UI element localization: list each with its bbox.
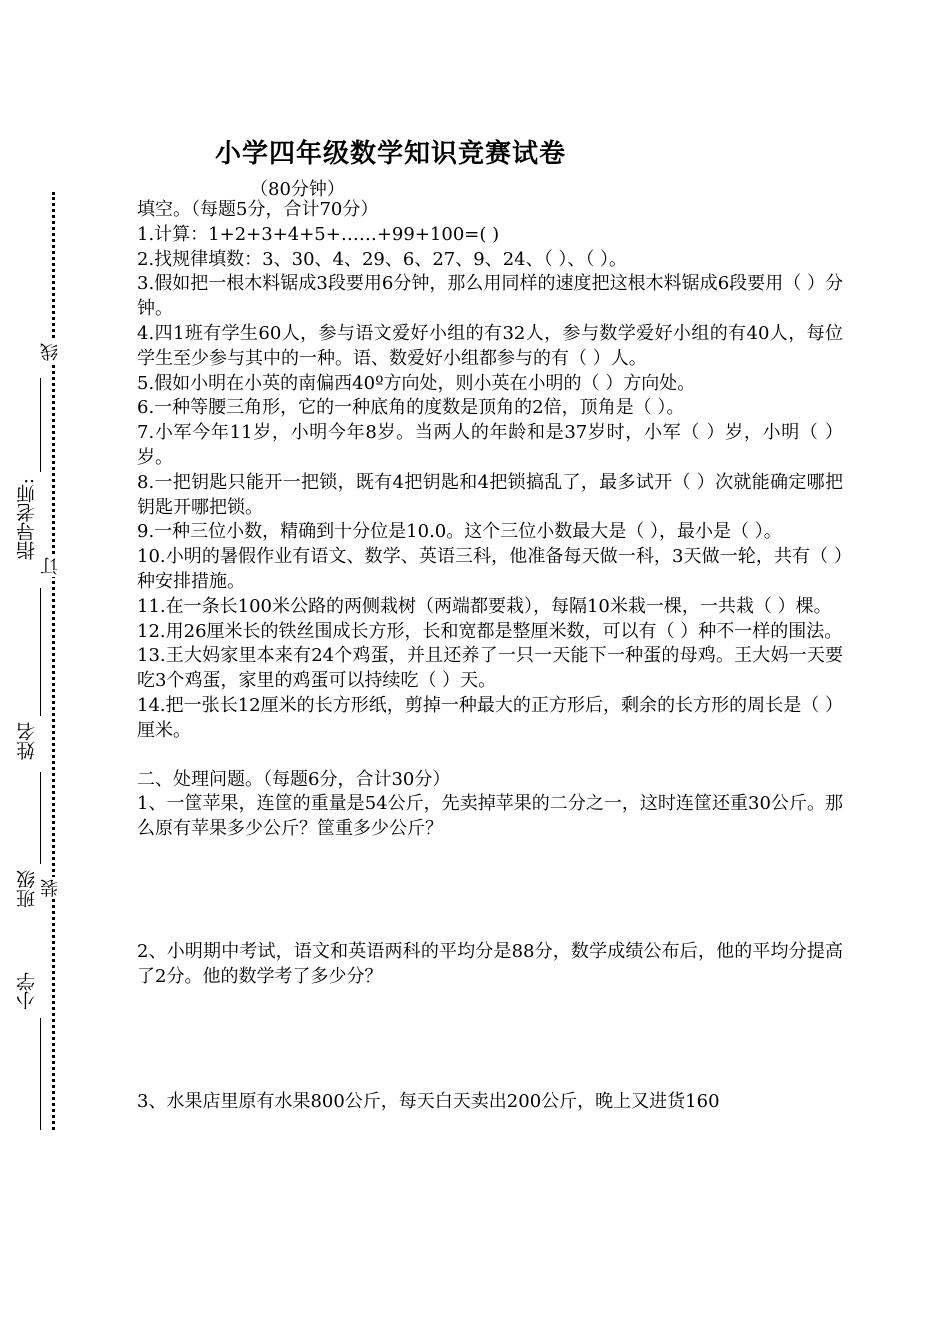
- binding-label-teacher: 指导老师:: [16, 478, 38, 561]
- teacher-blank-line: [40, 378, 41, 472]
- section1-heading: 填空。（每题5分，合计70分）: [137, 199, 379, 220]
- section2-heading: 二、处理问题。（每题6分，合计30分）: [137, 768, 451, 790]
- question-6: 6.一种等腰三角形，它的一种底角的度数是顶角的2倍，顶角是（ ）。: [137, 397, 685, 419]
- question-12: 12.用26厘米长的铁丝围成长方形，长和宽都是整厘米数，可以有（ ）种不一样的围法。: [137, 620, 843, 642]
- binding-dotted-line: [52, 192, 55, 1130]
- binding-mark-zhuang: 装: [40, 879, 61, 897]
- question-14: 14.把一张长12厘米的长方形纸，剪掉一种最大的正方形后，剩余的长方形的周长是（ ）厘米。: [137, 694, 843, 741]
- question-10: 10.小明的暑假作业有语文、数学、英语三科，他准备每天做一科，3天做一轮，共有（ ）种安排措施。: [137, 546, 843, 592]
- question-8: 8.一把钥匙只能开一把锁，既有4把钥匙和4把锁搞乱了，最多试开（ ）次就能确定哪把钥匙开哪把锁。: [137, 471, 843, 518]
- binding-mark-ding: 订: [40, 557, 61, 575]
- question-3: 3.假如把一根木料锯成3段要用6分钟，那么用同样的速度把这根木料锯成6段要用（ ）分钟。: [137, 273, 843, 320]
- school-blank-line: [40, 1018, 41, 1130]
- question-5: 5.假如小明在小英的南偏西40º方向处，则小英在小明的（ ）方向处。: [137, 372, 696, 394]
- question-1: 1.计算：1+2+3+4+5+……+99+100=( ): [137, 223, 500, 245]
- question-13: 13.王大妈家里本来有24个鸡蛋，并且还养了一只一天能下一种蛋的母鸡。王大妈一天要吃3个鸡蛋，家里的鸡蛋可以持续吃（ ）天。: [137, 645, 843, 692]
- question-11: 11.在一条长100米公路的两侧栽树（两端都要栽），每隔10米栽一棵，一共栽（ ）棵。: [137, 595, 832, 617]
- page-title: 小学四年级数学知识竞赛试卷: [215, 139, 567, 169]
- class-blank-line: [40, 772, 41, 864]
- binding-label-name: 姓名: [16, 722, 38, 760]
- problem-3: 3、水果店里原有水果800公斤，每天白天卖出200公斤，晚上又进货160: [137, 1090, 720, 1112]
- exam-content: [137, 198, 843, 1114]
- question-2: 2.找规律填数：3、30、4、29、6、27、9、24、（ ）、（ ）。: [137, 248, 628, 270]
- name-blank-line: [40, 588, 41, 716]
- binding-label-class: 班级: [16, 870, 38, 908]
- problem-1: 1、一筐苹果，连筐的重量是54公斤，先卖掉苹果的二分之一，这时连筐还重30公斤。那么原有苹果多少公斤？筐重多少公斤？: [137, 793, 843, 840]
- binding-mark-xian: 线: [40, 343, 61, 361]
- exam-duration: （80分钟）: [250, 179, 345, 200]
- question-4: 4.四1班有学生60人，参与语文爱好小组的有32人，参与数学爱好小组的有40人，每位学生至少参与其中的一种。语、数爱好小组都参与的有（ ）人。: [137, 322, 843, 369]
- binding-label-school: 小学: [16, 972, 38, 1010]
- answer-space-1: [137, 842, 843, 940]
- binding-margin: [0, 0, 110, 1344]
- question-7: 7.小军今年11岁，小明今年8岁。当两人的年龄和是37岁时，小军（ ）岁，小明（ ）岁。: [137, 422, 843, 468]
- section-spacer: [137, 744, 843, 768]
- question-9: 9.一种三位小数，精确到十分位是10.0。这个三位小数最大是（ ），最小是（ ）。: [137, 521, 782, 543]
- answer-space-2: [137, 990, 843, 1090]
- problem-2: 2、小明期中考试，语文和英语两科的平均分是88分，数学成绩公布后，他的平均分提高了2分。他的数学考了多少分？: [137, 940, 843, 987]
